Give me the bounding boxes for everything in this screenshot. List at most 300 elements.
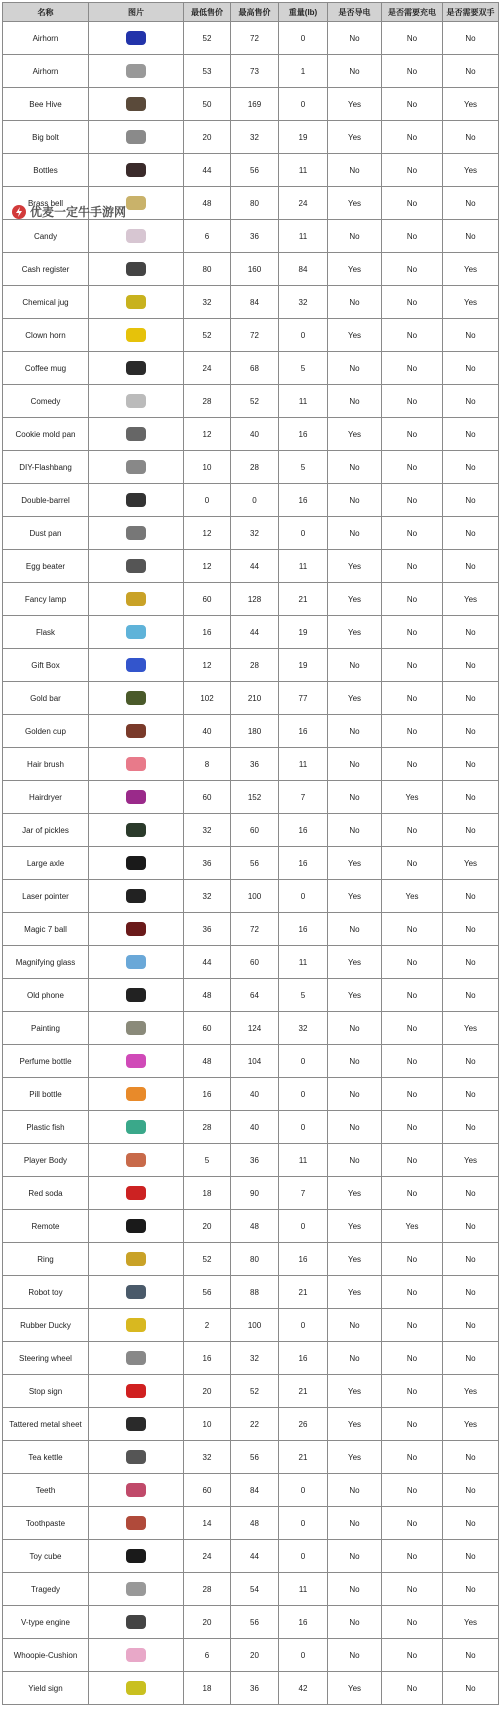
max-price-cell: 84	[231, 1474, 279, 1507]
two-handed-cell: Yes	[443, 1375, 499, 1408]
table-row	[3, 1276, 499, 1309]
teeth-icon	[116, 1478, 156, 1502]
min-price-cell: 28	[184, 1573, 231, 1606]
max-price-cell: 180	[231, 715, 279, 748]
table-row	[3, 1606, 499, 1639]
item-image-cell	[89, 1144, 184, 1177]
remote-icon	[116, 1214, 156, 1238]
weight-cell: 0	[279, 1639, 328, 1672]
item-image-cell	[89, 583, 184, 616]
two-handed-cell: Yes	[443, 253, 499, 286]
two-handed-cell: No	[443, 451, 499, 484]
min-price-cell: 0	[184, 484, 231, 517]
needs-charge-cell: No	[382, 748, 443, 781]
item-image-cell	[89, 154, 184, 187]
table-row	[3, 847, 499, 880]
weight-cell: 21	[279, 1375, 328, 1408]
table-row	[3, 682, 499, 715]
max-price-cell: 36	[231, 220, 279, 253]
table-row	[3, 1474, 499, 1507]
needs-charge-cell: No	[382, 286, 443, 319]
min-price-cell: 60	[184, 1012, 231, 1045]
two-handed-cell: No	[443, 418, 499, 451]
item-image-cell	[89, 1045, 184, 1078]
flask-icon	[116, 620, 156, 644]
min-price-cell: 32	[184, 814, 231, 847]
weight-cell: 19	[279, 616, 328, 649]
item-name-cell: Teeth	[3, 1474, 89, 1507]
max-price-cell: 100	[231, 1309, 279, 1342]
double-barrel-icon	[116, 488, 156, 512]
max-price-cell: 72	[231, 913, 279, 946]
flashbang-icon	[116, 455, 156, 479]
two-handed-cell: No	[443, 517, 499, 550]
item-image-cell	[89, 715, 184, 748]
needs-charge-cell: No	[382, 1144, 443, 1177]
conductive-cell: No	[328, 1573, 382, 1606]
min-price-cell: 28	[184, 385, 231, 418]
large-axle-icon	[116, 851, 156, 875]
table-row	[3, 1540, 499, 1573]
needs-charge-cell: No	[382, 121, 443, 154]
two-handed-cell: Yes	[443, 88, 499, 121]
max-price-cell: 56	[231, 1441, 279, 1474]
table-row	[3, 583, 499, 616]
table-row	[3, 319, 499, 352]
item-image-cell	[89, 88, 184, 121]
min-price-cell: 53	[184, 55, 231, 88]
item-image-cell	[89, 1672, 184, 1705]
item-name-cell: Airhorn	[3, 55, 89, 88]
item-image-cell	[89, 946, 184, 979]
conductive-cell: No	[328, 814, 382, 847]
weight-cell: 16	[279, 1342, 328, 1375]
weight-cell: 77	[279, 682, 328, 715]
min-price-cell: 56	[184, 1276, 231, 1309]
min-price-cell: 16	[184, 616, 231, 649]
item-image-cell	[89, 781, 184, 814]
item-name-cell: Painting	[3, 1012, 89, 1045]
yield-sign-icon	[116, 1676, 156, 1700]
max-price-cell: 48	[231, 1507, 279, 1540]
two-handed-cell: No	[443, 1243, 499, 1276]
max-price-cell: 44	[231, 616, 279, 649]
items-table	[2, 2, 499, 1705]
max-price-cell: 44	[231, 550, 279, 583]
cash-register-icon	[116, 257, 156, 281]
max-price-cell: 80	[231, 1243, 279, 1276]
item-name-cell: Robot toy	[3, 1276, 89, 1309]
item-image-cell	[89, 121, 184, 154]
weight-cell: 11	[279, 1573, 328, 1606]
whoopie-cushion-icon	[116, 1643, 156, 1667]
weight-cell: 0	[279, 1210, 328, 1243]
min-price-cell: 2	[184, 1309, 231, 1342]
two-handed-cell: No	[443, 22, 499, 55]
table-row	[3, 715, 499, 748]
min-price-cell: 60	[184, 781, 231, 814]
table-row	[3, 1441, 499, 1474]
hairdryer-icon	[116, 785, 156, 809]
table-row	[3, 418, 499, 451]
min-price-cell: 20	[184, 1606, 231, 1639]
item-image-cell	[89, 187, 184, 220]
weight-cell: 11	[279, 1144, 328, 1177]
item-name-cell: Jar of pickles	[3, 814, 89, 847]
needs-charge-cell: No	[382, 946, 443, 979]
bee-hive-icon	[116, 92, 156, 116]
weight-cell: 42	[279, 1672, 328, 1705]
conductive-cell: No	[328, 1474, 382, 1507]
table-row	[3, 1144, 499, 1177]
needs-charge-cell: No	[382, 1408, 443, 1441]
item-name-cell: Double-barrel	[3, 484, 89, 517]
big-bolt-icon	[116, 125, 156, 149]
min-price-cell: 10	[184, 451, 231, 484]
min-price-cell: 16	[184, 1078, 231, 1111]
max-price-cell: 32	[231, 517, 279, 550]
conductive-cell: No	[328, 1144, 382, 1177]
weight-cell: 11	[279, 550, 328, 583]
two-handed-cell: No	[443, 682, 499, 715]
needs-charge-cell: No	[382, 187, 443, 220]
max-price-cell: 104	[231, 1045, 279, 1078]
min-price-cell: 80	[184, 253, 231, 286]
max-price-cell: 28	[231, 649, 279, 682]
needs-charge-cell: No	[382, 484, 443, 517]
min-price-cell: 24	[184, 352, 231, 385]
max-price-cell: 48	[231, 1210, 279, 1243]
two-handed-cell: Yes	[443, 847, 499, 880]
min-price-cell: 10	[184, 1408, 231, 1441]
min-price-cell: 18	[184, 1177, 231, 1210]
needs-charge-cell: No	[382, 22, 443, 55]
max-price-cell: 44	[231, 1540, 279, 1573]
weight-cell: 0	[279, 1474, 328, 1507]
weight-cell: 11	[279, 748, 328, 781]
max-price-cell: 68	[231, 352, 279, 385]
two-handed-cell: No	[443, 319, 499, 352]
table-row	[3, 88, 499, 121]
needs-charge-cell: No	[382, 1507, 443, 1540]
table-row	[3, 979, 499, 1012]
min-price-cell: 40	[184, 715, 231, 748]
two-handed-cell: No	[443, 946, 499, 979]
max-price-cell: 40	[231, 418, 279, 451]
item-image-cell	[89, 550, 184, 583]
conductive-cell: Yes	[328, 946, 382, 979]
needs-charge-cell: No	[382, 385, 443, 418]
old-phone-icon	[116, 983, 156, 1007]
min-price-cell: 28	[184, 1111, 231, 1144]
min-price-cell: 44	[184, 946, 231, 979]
two-handed-cell: No	[443, 1111, 499, 1144]
conductive-cell: Yes	[328, 1672, 382, 1705]
needs-charge-cell: Yes	[382, 880, 443, 913]
two-handed-cell: No	[443, 814, 499, 847]
two-handed-cell: No	[443, 1540, 499, 1573]
two-handed-cell: No	[443, 484, 499, 517]
bottles-icon	[116, 158, 156, 182]
robot-toy-icon	[116, 1280, 156, 1304]
red-soda-icon	[116, 1181, 156, 1205]
needs-charge-cell: No	[382, 1573, 443, 1606]
weight-cell: 16	[279, 814, 328, 847]
item-name-cell: Dust pan	[3, 517, 89, 550]
min-price-cell: 48	[184, 1045, 231, 1078]
conductive-cell: Yes	[328, 187, 382, 220]
needs-charge-cell: No	[382, 1342, 443, 1375]
laser-pointer-icon	[116, 884, 156, 908]
item-name-cell: Steering wheel	[3, 1342, 89, 1375]
weight-cell: 32	[279, 286, 328, 319]
perfume-bottle-icon	[116, 1049, 156, 1073]
conductive-cell: Yes	[328, 1243, 382, 1276]
weight-cell: 19	[279, 649, 328, 682]
item-name-cell: Hairdryer	[3, 781, 89, 814]
conductive-cell: No	[328, 1639, 382, 1672]
item-image-cell	[89, 748, 184, 781]
min-price-cell: 60	[184, 1474, 231, 1507]
header-needs-charge: 是否需要充电	[382, 3, 443, 22]
two-handed-cell: No	[443, 649, 499, 682]
table-row	[3, 1045, 499, 1078]
needs-charge-cell: No	[382, 1243, 443, 1276]
max-price-cell: 84	[231, 286, 279, 319]
table-row	[3, 253, 499, 286]
max-price-cell: 22	[231, 1408, 279, 1441]
steering-wheel-icon	[116, 1346, 156, 1370]
weight-cell: 1	[279, 55, 328, 88]
two-handed-cell: No	[443, 121, 499, 154]
needs-charge-cell: No	[382, 1441, 443, 1474]
stop-sign-icon	[116, 1379, 156, 1403]
two-handed-cell: No	[443, 1573, 499, 1606]
needs-charge-cell: No	[382, 1474, 443, 1507]
min-price-cell: 14	[184, 1507, 231, 1540]
min-price-cell: 12	[184, 517, 231, 550]
item-image-cell	[89, 253, 184, 286]
item-image-cell	[89, 1276, 184, 1309]
conductive-cell: Yes	[328, 1375, 382, 1408]
weight-cell: 0	[279, 1309, 328, 1342]
min-price-cell: 12	[184, 418, 231, 451]
header-image: 图片	[89, 3, 184, 22]
item-image-cell	[89, 1111, 184, 1144]
table-row	[3, 913, 499, 946]
weight-cell: 0	[279, 517, 328, 550]
min-price-cell: 12	[184, 649, 231, 682]
chemical-jug-icon	[116, 290, 156, 314]
needs-charge-cell: No	[382, 682, 443, 715]
item-image-cell	[89, 385, 184, 418]
two-handed-cell: Yes	[443, 1144, 499, 1177]
conductive-cell: Yes	[328, 319, 382, 352]
item-image-cell	[89, 1342, 184, 1375]
max-price-cell: 169	[231, 88, 279, 121]
needs-charge-cell: No	[382, 1309, 443, 1342]
item-name-cell: Plastic fish	[3, 1111, 89, 1144]
item-name-cell: Egg beater	[3, 550, 89, 583]
needs-charge-cell: No	[382, 616, 443, 649]
item-name-cell: Hair brush	[3, 748, 89, 781]
dust-pan-icon	[116, 521, 156, 545]
rubber-ducky-icon	[116, 1313, 156, 1337]
max-price-cell: 73	[231, 55, 279, 88]
item-name-cell: Large axle	[3, 847, 89, 880]
item-image-cell	[89, 649, 184, 682]
conductive-cell: No	[328, 352, 382, 385]
item-name-cell: Chemical jug	[3, 286, 89, 319]
max-price-cell: 32	[231, 121, 279, 154]
max-price-cell: 56	[231, 847, 279, 880]
item-image-cell	[89, 22, 184, 55]
two-handed-cell: No	[443, 1639, 499, 1672]
conductive-cell: No	[328, 517, 382, 550]
coffee-mug-icon	[116, 356, 156, 380]
min-price-cell: 32	[184, 1441, 231, 1474]
two-handed-cell: No	[443, 1474, 499, 1507]
needs-charge-cell: No	[382, 1078, 443, 1111]
min-price-cell: 5	[184, 1144, 231, 1177]
weight-cell: 16	[279, 1606, 328, 1639]
max-price-cell: 100	[231, 880, 279, 913]
item-image-cell	[89, 1177, 184, 1210]
conductive-cell: No	[328, 781, 382, 814]
conductive-cell: Yes	[328, 616, 382, 649]
needs-charge-cell: No	[382, 1111, 443, 1144]
item-image-cell	[89, 1573, 184, 1606]
weight-cell: 7	[279, 781, 328, 814]
max-price-cell: 40	[231, 1078, 279, 1111]
max-price-cell: 60	[231, 946, 279, 979]
item-image-cell	[89, 1474, 184, 1507]
watermark-text: 优麦一定牛手游网	[30, 205, 127, 219]
item-name-cell: Ring	[3, 1243, 89, 1276]
needs-charge-cell: No	[382, 352, 443, 385]
min-price-cell: 102	[184, 682, 231, 715]
weight-cell: 16	[279, 847, 328, 880]
conductive-cell: Yes	[328, 1177, 382, 1210]
table-row	[3, 385, 499, 418]
weight-cell: 0	[279, 1540, 328, 1573]
item-image-cell	[89, 451, 184, 484]
needs-charge-cell: No	[382, 154, 443, 187]
table-row	[3, 484, 499, 517]
item-name-cell: Whoopie-Cushion	[3, 1639, 89, 1672]
conductive-cell: Yes	[328, 880, 382, 913]
item-name-cell: Brass bell	[3, 187, 89, 220]
item-name-cell: DIY-Flashbang	[3, 451, 89, 484]
conductive-cell: Yes	[328, 1210, 382, 1243]
table-row	[3, 55, 499, 88]
header-min-price: 最低售价	[184, 3, 231, 22]
weight-cell: 0	[279, 1045, 328, 1078]
min-price-cell: 18	[184, 1672, 231, 1705]
table-row	[3, 1408, 499, 1441]
max-price-cell: 72	[231, 319, 279, 352]
weight-cell: 26	[279, 1408, 328, 1441]
min-price-cell: 52	[184, 22, 231, 55]
item-image-cell	[89, 55, 184, 88]
item-name-cell: Coffee mug	[3, 352, 89, 385]
egg-beater-icon	[116, 554, 156, 578]
item-name-cell: Gift Box	[3, 649, 89, 682]
conductive-cell: Yes	[328, 253, 382, 286]
needs-charge-cell: Yes	[382, 781, 443, 814]
weight-cell: 16	[279, 913, 328, 946]
small-airhorn-icon	[116, 59, 156, 83]
max-price-cell: 90	[231, 1177, 279, 1210]
two-handed-cell: No	[443, 1276, 499, 1309]
max-price-cell: 28	[231, 451, 279, 484]
table-row	[3, 1012, 499, 1045]
tattered-metal-sheet-icon	[116, 1412, 156, 1436]
gift-box-icon	[116, 653, 156, 677]
two-handed-cell: Yes	[443, 154, 499, 187]
needs-charge-cell: No	[382, 583, 443, 616]
conductive-cell: No	[328, 1309, 382, 1342]
table-row	[3, 781, 499, 814]
header-name: 名称	[3, 3, 89, 22]
conductive-cell: No	[328, 154, 382, 187]
item-image-cell	[89, 1375, 184, 1408]
two-handed-cell: No	[443, 715, 499, 748]
table-row	[3, 1342, 499, 1375]
min-price-cell: 44	[184, 154, 231, 187]
table-row	[3, 451, 499, 484]
conductive-cell: No	[328, 913, 382, 946]
two-handed-cell: No	[443, 616, 499, 649]
table-row	[3, 748, 499, 781]
item-name-cell: Remote	[3, 1210, 89, 1243]
max-price-cell: 40	[231, 1111, 279, 1144]
two-handed-cell: Yes	[443, 1606, 499, 1639]
min-price-cell: 52	[184, 1243, 231, 1276]
max-price-cell: 128	[231, 583, 279, 616]
max-price-cell: 210	[231, 682, 279, 715]
needs-charge-cell: No	[382, 55, 443, 88]
min-price-cell: 12	[184, 550, 231, 583]
two-handed-cell: No	[443, 385, 499, 418]
max-price-cell: 160	[231, 253, 279, 286]
item-image-cell	[89, 1309, 184, 1342]
conductive-cell: Yes	[328, 121, 382, 154]
conductive-cell: No	[328, 1342, 382, 1375]
magic-7-ball-icon	[116, 917, 156, 941]
two-handed-cell: No	[443, 1210, 499, 1243]
weight-cell: 0	[279, 880, 328, 913]
needs-charge-cell: No	[382, 649, 443, 682]
max-price-cell: 60	[231, 814, 279, 847]
conductive-cell: No	[328, 451, 382, 484]
max-price-cell: 52	[231, 385, 279, 418]
item-name-cell: Flask	[3, 616, 89, 649]
table-row	[3, 1507, 499, 1540]
item-name-cell: Magic 7 ball	[3, 913, 89, 946]
magnifying-glass-icon	[116, 950, 156, 974]
table-row	[3, 1309, 499, 1342]
table-row	[3, 220, 499, 253]
conductive-cell: Yes	[328, 583, 382, 616]
conductive-cell: No	[328, 1507, 382, 1540]
table-row	[3, 880, 499, 913]
item-image-cell	[89, 1012, 184, 1045]
table-row	[3, 1210, 499, 1243]
conductive-cell: Yes	[328, 1276, 382, 1309]
max-price-cell: 54	[231, 1573, 279, 1606]
two-handed-cell: No	[443, 1672, 499, 1705]
